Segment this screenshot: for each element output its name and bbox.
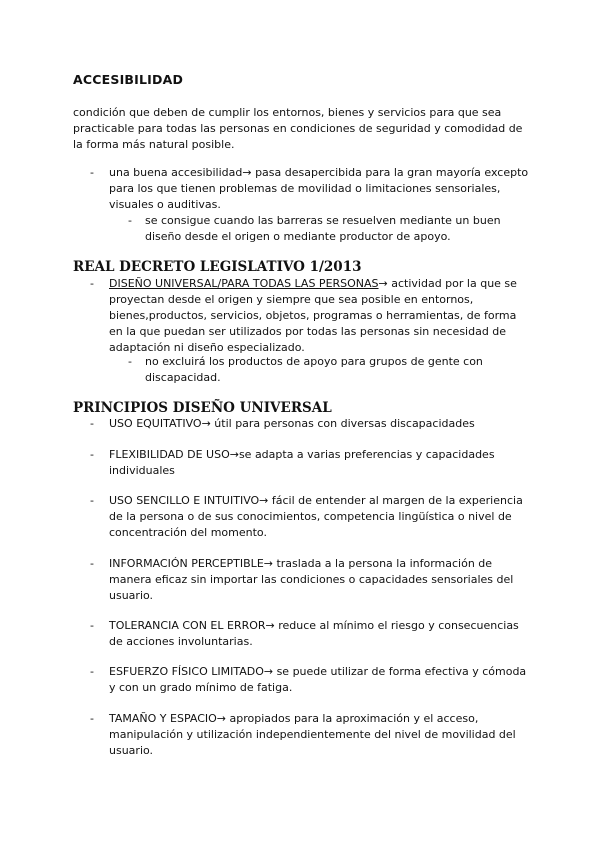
heading-real-decreto: REAL DECRETO LEGISLATIVO 1/2013 (73, 259, 362, 275)
principle-item (90, 493, 529, 541)
principle-text: ESFUERZO FÍSICO LIMITADO→ se puede utilizar de forma efectiva y cómoda y con un grado mínimo de fatiga. (109, 665, 527, 694)
sub-list-item (128, 213, 515, 245)
principle-text: INFORMACIÓN PERCEPTIBLE→ traslada a la persona la información de manera eficaz sin importar las condiciones o capacidades sensoriales del usuario. (109, 557, 514, 602)
dash-bullet: - (90, 417, 94, 430)
sub-list-item (128, 354, 515, 386)
list-item (90, 165, 529, 213)
list-item (90, 276, 529, 356)
sub-list-item-text: no excluirá los productos de apoyo para grupos de gente con discapacidad. (145, 355, 483, 384)
dash-bullet: - (90, 665, 94, 678)
principle-text: USO EQUITATIVO→ útil para personas con diversas discapacidades (109, 417, 475, 430)
principle-item (90, 556, 529, 604)
principle-text: FLEXIBILIDAD DE USO→se adapta a varias preferencias y capacidades individuales (109, 448, 495, 477)
dash-bullet: - (90, 166, 94, 179)
sub-list-item-text: se consigue cuando las barreras se resuelven mediante un buen diseño desde el origen o mediante productor de apoyo. (145, 214, 501, 243)
term-definition: → actividad por la que se proyectan desde el origen y siempre que sea posible en entornos, bienes,productos, servicios, objetos, programas o herramientas, de forma en la que puedan ser utilizados por todas las personas sin necesidad de adaptación ni diseño especializado. (109, 277, 517, 354)
heading-accesibilidad: ACCESIBILIDAD (73, 72, 184, 87)
definition-paragraph: condición que deben de cumplir los entornos, bienes y servicios para que sea practicable para todas las personas en condiciones de seguridad y comodidad de la forma más natural posible. (73, 106, 523, 151)
dash-bullet: - (90, 557, 94, 570)
principle-item (90, 447, 529, 479)
principle-text: USO SENCILLO E INTUITIVO→ fácil de entender al margen de la experiencia de la persona o de sus conocimientos, competencia lingüística o nivel de concentración del momento. (109, 494, 523, 539)
list-item-text: una buena accesibilidad→ pasa desapercibida para la gran mayoría excepto para los que tienen problemas de movilidad o limitaciones sensoriales, visuales o auditivas. (109, 166, 529, 211)
principle-item (90, 711, 529, 759)
list-item-text (109, 276, 529, 356)
dash-bullet: - (90, 494, 94, 507)
heading-principios: PRINCIPIOS DISEÑO UNIVERSAL (73, 400, 332, 416)
dash-bullet: - (128, 214, 132, 227)
principle-item (90, 664, 529, 696)
principle-item (90, 416, 529, 432)
dash-bullet: - (128, 355, 132, 368)
principle-text: TOLERANCIA CON EL ERROR→ reduce al mínimo el riesgo y consecuencias de acciones involuntarias. (109, 619, 519, 648)
principle-text: TAMAÑO Y ESPACIO→ apropiados para la aproximación y el acceso, manipulación y utilización independientemente del nivel de movilidad del usuario. (109, 712, 516, 757)
dash-bullet: - (90, 277, 94, 290)
principle-item (90, 618, 529, 650)
term-underlined: DISEÑO UNIVERSAL/PARA TODAS LAS PERSONAS (109, 277, 379, 290)
dash-bullet: - (90, 712, 94, 725)
dash-bullet: - (90, 448, 94, 461)
dash-bullet: - (90, 619, 94, 632)
